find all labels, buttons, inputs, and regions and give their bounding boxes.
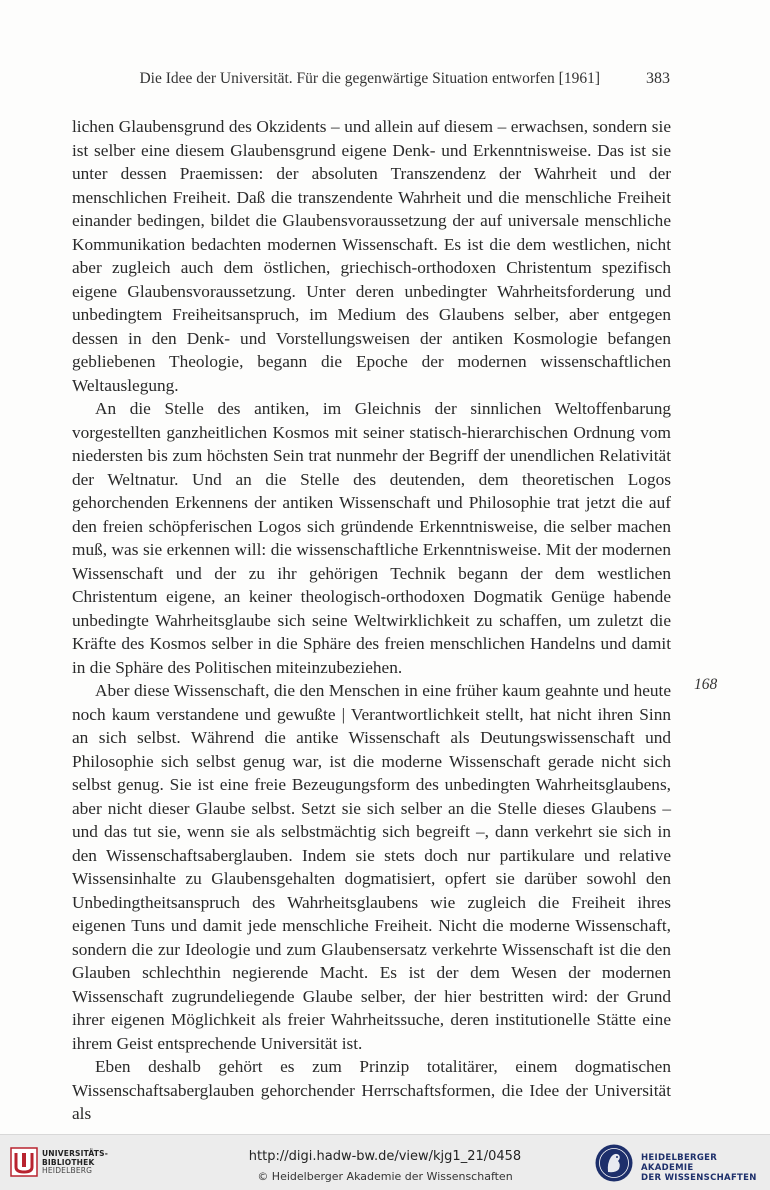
paragraph-3: Aber diese Wissenschaft, die den Menschen in eine früher kaum geahnte und heute noch kaum verstandene und gewußte | Verantwortlichkeit stellt, hat nicht ihren Sinn an sich selbst. Während die antike Wissenschaft als Deutungswissenschaft und Philosophie sich selbst genug war, ist die moderne Wissenschaft gerade nicht sich selbst genug. Sie ist eine freie Bezeugungsform des unbedingten Wahrheitsglaubens, aber nicht dieser Glaube selbst. Setzt sie sich selber an die Stelle dieses Glaubens – und das tut sie, wenn sie als selbstmächtig sich begreift –, dann verkehrt sie sich in den Wissenschaftsaberglauben. Indem sie stets doch nur partikulare und relative Wissensinhalte zu Glaubensgehalten dogmatisiert, opfert sie darüber sowohl den Unbedingtheitsanspruch des Wahrheitsglaubens wie zugleich die Freiheit ihres eigenen Tuns und damit jede menschliche Freiheit. Nicht die moderne Wissenschaft, sondern die zur Ideologie und zum Glaubensersatz verkehrte Wissenschaft ist die den Glauben schlechthin negierende Macht. Es ist der dem Wesen der modernen Wissenschaft zugrundeliegende Glaube selber, der hier bestritten wird: der Grund ihrer eigenen Möglichkeit als freier Wahrheitssuche, deren institutionelle Stätte eine ihrem Geist entsprechende Universität ist. [72,681,671,1053]
academy-name-line-1: HEIDELBERGER AKADEMIE [641,1153,718,1173]
permalink-url[interactable]: http://digi.hadw-bw.de/view/kjg1_21/0458 [248,1149,522,1164]
page-number: 383 [646,70,670,87]
academy-seal-icon [594,1143,634,1183]
library-name-line-2: BIBLIOTHEK [42,1157,95,1167]
paragraph-1: lichen Glaubensgrund des Okzidents – und allein auf diesem – erwachsen, sondern sie ist selber eine diesem Glaubensgrund eigene Denk- und Erkenntnisweise. Das ist sie unter dessen Praemissen: der absoluten Transzendenz der Wahrheit und der menschlichen Freiheit. Daß die transzendente Wahrheit und die menschliche Freiheit einander bedingen, bildet die Glaubensvoraussetzung der auf universale menschliche Kommunikation bedachten modernen Wissenschaft. Es ist die dem westlichen, nicht aber zugleich auch dem östlichen, griechisch-orthodoxen Christentum spezifisch eigene Glaubensvoraussetzung. Unter deren unbedingter Wahrheitsforderung und unbedingtem Freiheitsanspruch, im Medium des Glaubens selber, aber entgegen dessen in den Denk- und Vorstellungsweisen der antiken Kosmologie befangen gebliebenen Theologie, begann die Epoche der modernen wissenschaftlichen Weltauslegung. [72,117,671,395]
original-page-marginal-number: 168 [694,676,718,693]
academy-logo[interactable] [594,1141,764,1183]
paragraph-4: Eben deshalb gehört es zum Prinzip totalitärer, einem dogmatischen Wissenschaftsaberglauben gehorchender Herrschaftsformen, die Idee der Universität als [72,1057,671,1123]
library-name-line-3: HEIDELBERG [42,1166,93,1175]
copyright-notice: © Heidelberger Akademie der Wissenschaften [257,1170,513,1183]
academy-name [641,1153,764,1183]
body-text [72,115,671,1126]
academy-name-line-2: DER WISSENSCHAFTEN [641,1173,757,1183]
running-head [72,70,670,92]
paragraph-2: An die Stelle des antiken, im Gleichnis der sinnlichen Weltoffenbarung vorgestellten ganzheitlichen Kosmos mit seiner statisch-hierarchischen Ordnung vom niedersten bis zum höchsten Sein trat nunmehr der Begriff der unendlichen Relativität der Weltnatur. Und an die Stelle des deutenden, dem theoretischen Logos gehorchenden Erkennens der antiken Wissenschaft und Philosophie trat jetzt die auf den freien schöpferischen Logos sich gründende Erkenntnisweise, die selber machen muß, was sie erkennen will: die wissenschaftliche Erkenntnisweise. Mit der modernen Wissenschaft und der zu ihr gehörigen Technik begann der dem westlichen Christentum eigene, an keiner theologisch-orthodoxen Dogmatik Genüge habende unbedingte Wahrheitsglaube sich seine Weltwirklichkeit zu schaffen, um zuletzt die Kräfte des Kosmos selber in die Sphäre des freien menschlichen Handelns und damit in die Sphäre des Politischen miteinzubeziehen. [72,399,671,677]
running-head-title: Die Idee der Universität. Für die gegenwärtige Situation entworfen [1961] [139,70,600,87]
digitization-footer [0,1134,770,1190]
library-name-line-1: UNIVERSITÄTS- [42,1149,109,1158]
